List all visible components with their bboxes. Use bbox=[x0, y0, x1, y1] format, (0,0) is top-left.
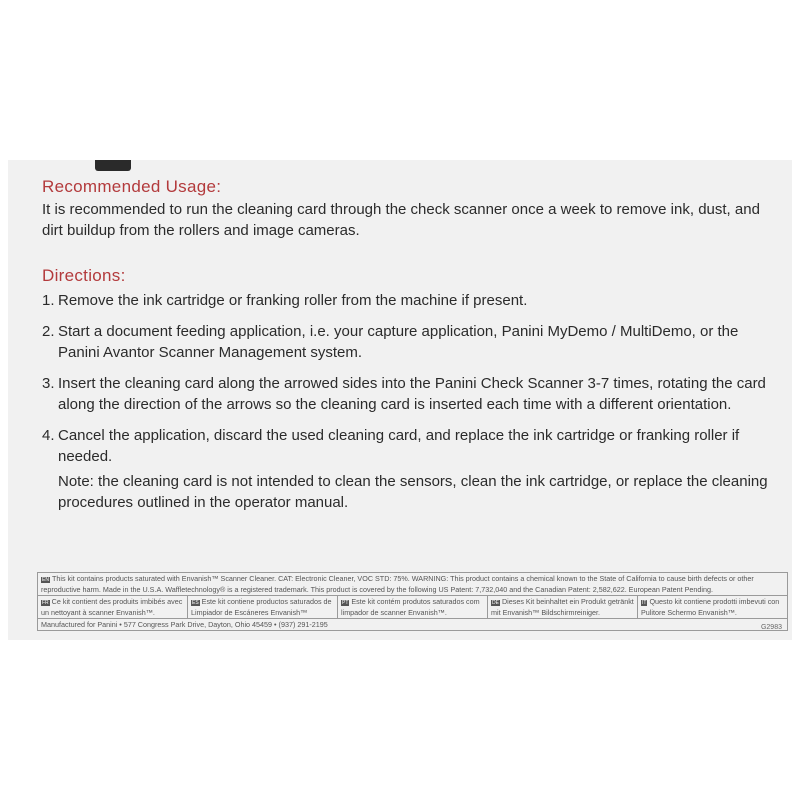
step-number: 2. bbox=[42, 323, 55, 340]
fine-print-text: Este kit contém produtos saturados com limpador de scanner Envanish™. bbox=[341, 597, 480, 617]
usage-heading: Recommended Usage: bbox=[42, 177, 222, 196]
step-text: Remove the ink cartridge or franking roller from the machine if present. bbox=[58, 292, 528, 309]
product-code: G2983 bbox=[760, 624, 782, 631]
usage-text: It is recommended to run the cleaning card through the check scanner once a week to remove ink, dust, and dirt buildup from the rollers and image cameras. bbox=[42, 201, 760, 239]
fine-print-languages bbox=[38, 596, 787, 619]
direction-step bbox=[42, 321, 782, 363]
manufacturer-line: Manufactured for Panini • 577 Congress Park Drive, Dayton, Ohio 45459 • (937) 291-2195 bbox=[41, 620, 328, 629]
card-tab bbox=[95, 160, 131, 171]
fine-print-text: This kit contains products saturated with Envanish™ Scanner Cleaner. CAT: Electronic Cleaner, VOC STD: 75%. WARNING: This product contains a chemical known to the State of California to cause birth defects or other reproductive harm. Made in the U.S.A. Waffletechnology® is a registered trademark. This product is covered by the following US Patent: 7,732,040 and the Canadian Patent: 2,582,622. European Patent Pending. bbox=[41, 574, 754, 594]
fine-print-box bbox=[37, 572, 788, 631]
lang-cell bbox=[638, 596, 787, 618]
step-number: 4. bbox=[42, 427, 55, 444]
lang-cell bbox=[338, 596, 488, 618]
lang-code: PT bbox=[342, 600, 349, 606]
step-text: Start a document feeding application, i.e. your capture application, Panini MyDemo / MultiDemo, or the Panini Avantor Scanner Management system. bbox=[58, 323, 739, 361]
fine-print-text: Este kit contiene productos saturados de Limpiador de Escáneres Envanish™ bbox=[191, 597, 332, 617]
step-number: 3. bbox=[42, 375, 55, 392]
direction-step bbox=[42, 425, 782, 467]
fine-print-en bbox=[38, 573, 787, 596]
lang-code: IT bbox=[642, 600, 647, 606]
step-number: 1. bbox=[42, 292, 55, 309]
fine-print-text: Questo kit contiene prodotti imbevuti con Pulitore Schermo Envanish™. bbox=[641, 597, 780, 617]
note-text: Note: the cleaning card is not intended to clean the sensors, clean the ink cartridge, or replace the cleaning procedures outlined in the operator manual. bbox=[58, 473, 768, 511]
step-text: Cancel the application, discard the used cleaning card, and replace the ink cartridge or franking roller if needed. bbox=[58, 427, 740, 465]
lang-cell bbox=[488, 596, 638, 618]
lang-code: EN bbox=[42, 577, 49, 583]
lang-cell bbox=[38, 596, 188, 618]
lang-code: DE bbox=[492, 600, 499, 606]
fine-print-text: Dieses Kit beinhaltet ein Produkt getränkt mit Envanish™ Bildschirmreiniger. bbox=[491, 597, 634, 617]
direction-step bbox=[42, 373, 782, 415]
lang-cell bbox=[188, 596, 338, 618]
lang-code: ES bbox=[192, 600, 199, 606]
direction-step bbox=[42, 290, 782, 311]
directions-heading: Directions: bbox=[42, 266, 126, 285]
fine-print-text: Ce kit contient des produits imbibés avec un nettoyant à scanner Envanish™. bbox=[41, 597, 183, 617]
lang-code: FR bbox=[42, 600, 49, 606]
step-text: Insert the cleaning card along the arrowed sides into the Panini Check Scanner 3-7 times, rotating the card along the direction of the arrows so the cleaning card is inserted each time with a different orientation. bbox=[58, 375, 766, 413]
